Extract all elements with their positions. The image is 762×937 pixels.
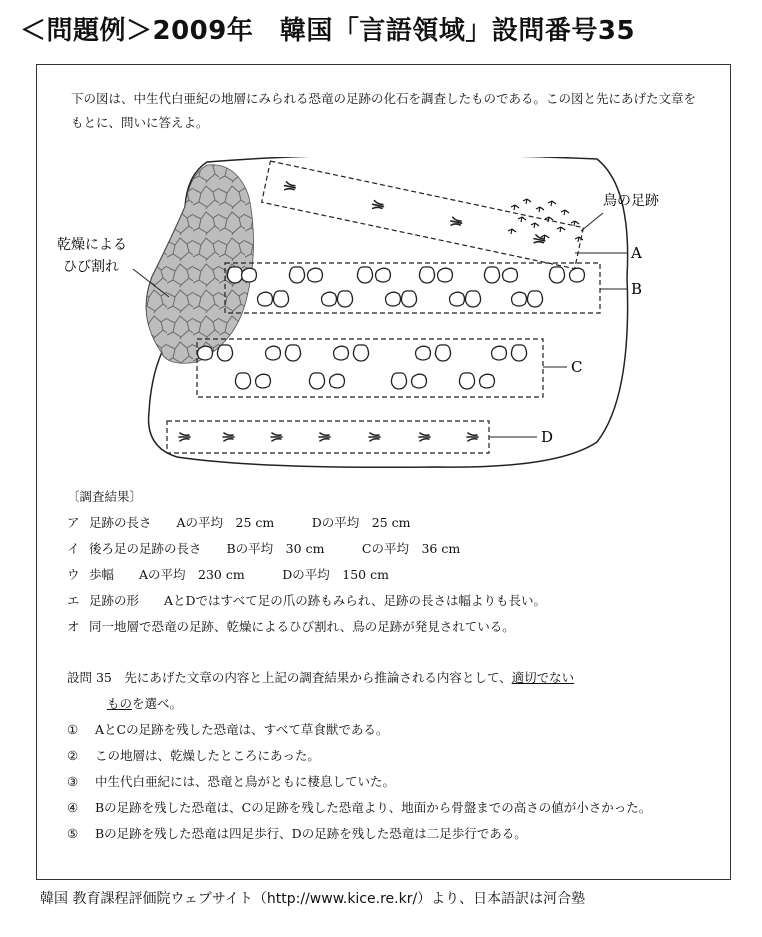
label-cracks-1: 乾燥による bbox=[57, 237, 127, 253]
results-title: 〔調査結果〕 bbox=[67, 489, 143, 504]
result-item: イ 後ろ足の足跡の長さ Bの平均 30 cm Cの平均 36 cm bbox=[67, 541, 461, 556]
answer-option[interactable]: ④ Bの足跡を残した恐竜は、Cの足跡を残した恐竜より、地面から骨盤までの高さの値が小さかった。 bbox=[67, 800, 652, 815]
label-cracks-2: ひび割れ bbox=[63, 259, 119, 275]
result-item: ア 足跡の長さ Aの平均 25 cm Dの平均 25 cm bbox=[67, 515, 411, 530]
question-text: 設問 35 先にあげた文章の内容と上記の調査結果から推論される内容として、適切でない ものを選べ。 bbox=[67, 670, 575, 711]
answer-options bbox=[67, 717, 675, 847]
results-list bbox=[67, 510, 546, 640]
result-item: オ 同一地層で恐竜の足跡、乾燥によるひび割れ、鳥の足跡が発見されている。 bbox=[67, 619, 515, 634]
result-item: ウ 歩幅 Aの平均 230 cm Dの平均 150 cm bbox=[67, 567, 389, 582]
answer-option[interactable]: ① AとCの足跡を残した恐竜は、すべて草食獣である。 bbox=[67, 722, 389, 737]
answer-option[interactable]: ③ 中生代白亜紀には、恐竜と鳥がともに棲息していた。 bbox=[67, 774, 396, 789]
source-credit: 韓国 教育課程評価院ウェブサイト（http://www.kice.re.kr/）より、日本語訳は河合塾 bbox=[40, 891, 586, 907]
question-frame bbox=[36, 64, 731, 880]
label-d: D bbox=[541, 428, 554, 446]
intro-text: 下の図は、中生代白亜紀の地層にみられる恐竜の足跡の化石を調査したものである。この図と先にあげた文章をもとに、問いに答えよ。 bbox=[71, 91, 697, 130]
answer-option[interactable]: ② この地層は、乾燥したところにあった。 bbox=[67, 748, 320, 763]
label-b: B bbox=[631, 280, 643, 298]
page-heading: ＜問題例＞2009年 韓国「言語領域」設問番号35 bbox=[20, 16, 636, 46]
answer-option[interactable]: ⑤ Bの足跡を残した恐竜は四足歩行、Dの足跡を残した恐竜は二足歩行である。 bbox=[67, 826, 527, 841]
footprint-figure bbox=[37, 157, 732, 477]
result-item: エ 足跡の形 AとDではすべて足の爪の跡もみられ、足跡の長さは幅よりも長い。 bbox=[67, 593, 547, 608]
label-a: A bbox=[631, 244, 642, 262]
label-c: C bbox=[571, 358, 583, 376]
label-bird-footprints: 鳥の足跡 bbox=[603, 193, 659, 209]
